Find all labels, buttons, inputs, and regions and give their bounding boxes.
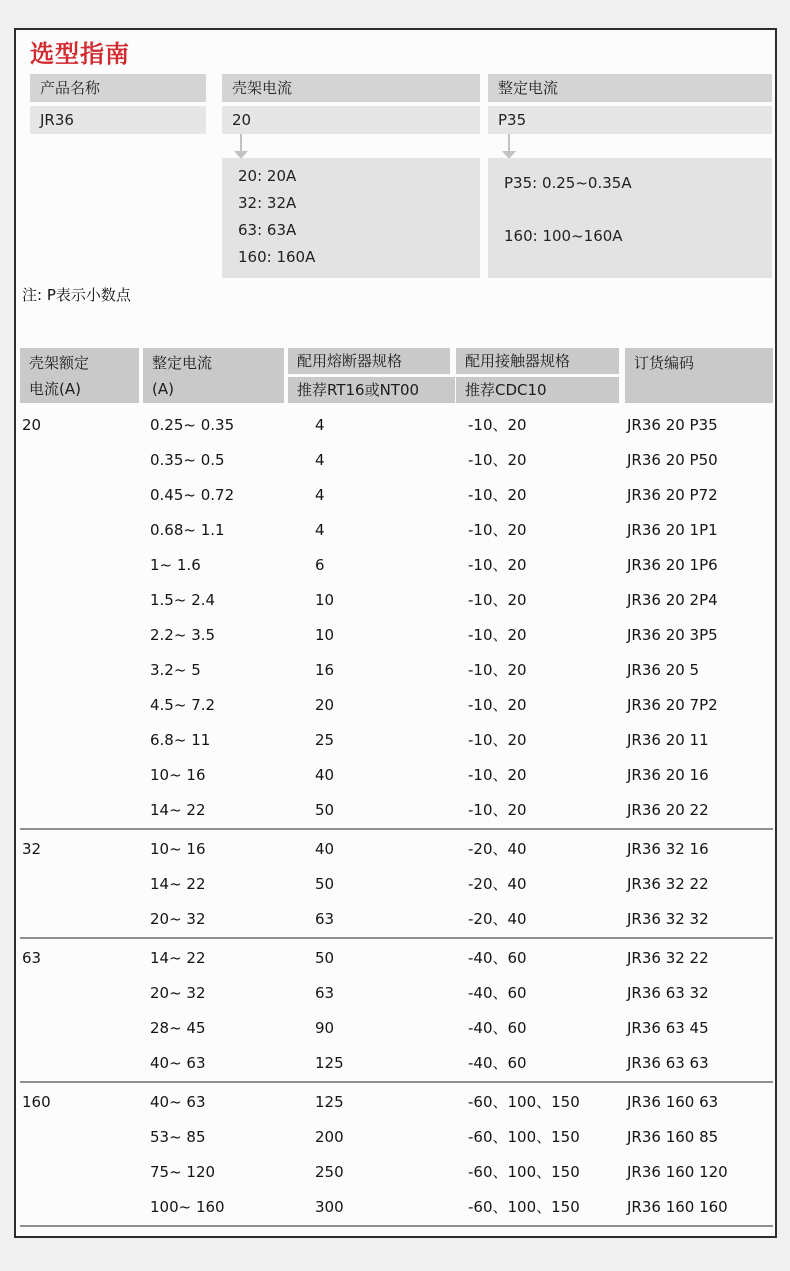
- cell-setting-range: 14~ 22: [150, 949, 206, 967]
- cell-contactor-spec: -10、20: [468, 521, 527, 539]
- cell-order-code: JR36 20 1P6: [627, 556, 718, 574]
- cell-fuse-spec: 10: [315, 626, 335, 644]
- cell-order-code: JR36 20 P50: [627, 451, 718, 469]
- cell-order-code: JR36 32 22: [627, 949, 709, 967]
- cell-frame-current: [20, 723, 139, 758]
- table-row: [20, 618, 773, 653]
- table-section: [20, 828, 773, 937]
- cell-order-code: JR36 63 63: [627, 1054, 709, 1072]
- cell-fuse-spec: 40: [315, 766, 335, 784]
- table-row: [20, 513, 773, 548]
- cell-setting-range: 28~ 45: [150, 1019, 206, 1037]
- cell-frame-current: [20, 688, 139, 723]
- down-arrow-icon: [234, 134, 248, 160]
- header-fuse-spec: 配用熔断器规格: [288, 348, 450, 374]
- table-row: [20, 478, 773, 513]
- selection-table: [16, 348, 773, 1227]
- cell-frame-current: [20, 867, 139, 902]
- cell-setting-range: 40~ 63: [150, 1054, 206, 1072]
- cell-contactor-spec: -40、60: [468, 984, 527, 1002]
- cell-fuse-spec: 125: [315, 1054, 344, 1072]
- cell-frame-current: [20, 976, 139, 1011]
- cell-order-code: JR36 20 2P4: [627, 591, 718, 609]
- cell-frame-current: 63: [22, 949, 42, 967]
- table-row: [20, 976, 773, 1011]
- option-item: 32: 32A: [238, 194, 297, 212]
- cell-contactor-spec: -60、100、150: [468, 1163, 580, 1181]
- down-arrow-icon: [502, 134, 516, 160]
- cell-setting-range: 40~ 63: [150, 1093, 206, 1111]
- cell-fuse-spec: 50: [315, 801, 335, 819]
- table-row: [20, 832, 773, 867]
- frame-current-label: 壳架电流: [222, 74, 480, 102]
- cell-fuse-spec: 4: [315, 416, 325, 434]
- cell-contactor-spec: -10、20: [468, 801, 527, 819]
- cell-frame-current: [20, 653, 139, 688]
- table-row: [20, 793, 773, 828]
- cell-frame-current: [20, 513, 139, 548]
- frame-current-options-box: [222, 158, 480, 278]
- table-row: [20, 723, 773, 758]
- header-contactor-recommend: 推荐CDC10: [456, 377, 619, 403]
- cell-frame-current: 32: [22, 840, 42, 858]
- cell-order-code: JR36 20 7P2: [627, 696, 718, 714]
- product-name-label: 产品名称: [30, 74, 206, 102]
- cell-frame-current: [20, 793, 139, 828]
- cell-fuse-spec: 63: [315, 910, 335, 928]
- table-row: [20, 758, 773, 793]
- table-row: [20, 1155, 773, 1190]
- cell-fuse-spec: 50: [315, 875, 335, 893]
- cell-order-code: JR36 160 85: [627, 1128, 719, 1146]
- cell-order-code: JR36 20 16: [627, 766, 709, 784]
- cell-frame-current: [20, 478, 139, 513]
- cell-contactor-spec: -10、20: [468, 416, 527, 434]
- setting-current-options-box: [488, 158, 772, 278]
- table-section: [20, 937, 773, 1081]
- cell-setting-range: 2.2~ 3.5: [150, 626, 216, 644]
- product-name-value: JR36: [30, 106, 206, 134]
- cell-contactor-spec: -40、60: [468, 1019, 527, 1037]
- option-item: 20: 20A: [238, 167, 297, 185]
- table-row: [20, 1190, 773, 1225]
- table-row: [20, 1046, 773, 1081]
- frame-current-value: 20: [222, 106, 480, 134]
- option-item: 160: 160A: [238, 248, 316, 266]
- content-frame: [14, 28, 777, 1238]
- cell-fuse-spec: 4: [315, 521, 325, 539]
- cell-fuse-spec: 90: [315, 1019, 335, 1037]
- cell-frame-current: [20, 902, 139, 937]
- cell-order-code: JR36 160 63: [627, 1093, 719, 1111]
- cell-fuse-spec: 16: [315, 661, 335, 679]
- option-item: 160: 100~160A: [504, 227, 623, 245]
- cell-contactor-spec: -10、20: [468, 451, 527, 469]
- cell-setting-range: 0.35~ 0.5: [150, 451, 225, 469]
- table-header: [16, 348, 773, 403]
- cell-setting-range: 53~ 85: [150, 1128, 206, 1146]
- cell-setting-range: 75~ 120: [150, 1163, 216, 1181]
- table-row: [20, 653, 773, 688]
- table-row: [20, 941, 773, 976]
- cell-contactor-spec: -60、100、150: [468, 1093, 580, 1111]
- option-item: 63: 63A: [238, 221, 297, 239]
- table-bottom-rule: [20, 1225, 773, 1227]
- cell-fuse-spec: 300: [315, 1198, 344, 1216]
- cell-order-code: JR36 63 32: [627, 984, 709, 1002]
- cell-frame-current: [20, 1011, 139, 1046]
- cell-order-code: JR36 20 5: [627, 661, 700, 679]
- cell-frame-current: 160: [22, 1093, 51, 1111]
- cell-contactor-spec: -10、20: [468, 486, 527, 504]
- table-row: [20, 902, 773, 937]
- cell-fuse-spec: 4: [315, 451, 325, 469]
- cell-order-code: JR36 32 32: [627, 910, 709, 928]
- cell-order-code: JR36 20 P35: [627, 416, 718, 434]
- table-row: [20, 1011, 773, 1046]
- cell-order-code: JR36 160 160: [627, 1198, 728, 1216]
- cell-contactor-spec: -10、20: [468, 766, 527, 784]
- table-row: [20, 1085, 773, 1120]
- cell-frame-current: [20, 548, 139, 583]
- cell-contactor-spec: -10、20: [468, 696, 527, 714]
- table-row: [20, 1120, 773, 1155]
- cell-setting-range: 14~ 22: [150, 801, 206, 819]
- cell-contactor-spec: -40、60: [468, 949, 527, 967]
- cell-setting-range: 10~ 16: [150, 840, 206, 858]
- table-row: [20, 688, 773, 723]
- cell-setting-range: 20~ 32: [150, 910, 206, 928]
- cell-setting-range: 3.2~ 5: [150, 661, 201, 679]
- cell-frame-current: [20, 1155, 139, 1190]
- table-row: [20, 583, 773, 618]
- cell-frame-current: [20, 758, 139, 793]
- table-row: [20, 408, 773, 443]
- cell-order-code: JR36 20 3P5: [627, 626, 718, 644]
- table-section: [20, 408, 773, 828]
- cell-fuse-spec: 200: [315, 1128, 344, 1146]
- table-body: [16, 408, 773, 1225]
- cell-setting-range: 6.8~ 11: [150, 731, 211, 749]
- cell-order-code: JR36 20 22: [627, 801, 709, 819]
- cell-setting-range: 0.45~ 0.72: [150, 486, 235, 504]
- cell-setting-range: 100~ 160: [150, 1198, 225, 1216]
- page-title: 选型指南: [30, 40, 130, 68]
- cell-fuse-spec: 125: [315, 1093, 344, 1111]
- cell-setting-range: 10~ 16: [150, 766, 206, 784]
- cell-fuse-spec: 50: [315, 949, 335, 967]
- cell-fuse-spec: 25: [315, 731, 335, 749]
- cell-contactor-spec: -10、20: [468, 556, 527, 574]
- cell-fuse-spec: 10: [315, 591, 335, 609]
- cell-setting-range: 0.25~ 0.35: [150, 416, 235, 434]
- cell-order-code: JR36 20 11: [627, 731, 709, 749]
- header-order-code: 订货编码: [625, 348, 773, 403]
- cell-order-code: JR36 20 1P1: [627, 521, 718, 539]
- cell-contactor-spec: -20、40: [468, 840, 527, 858]
- footnote: 注: P表示小数点: [22, 286, 131, 304]
- cell-contactor-spec: -20、40: [468, 875, 527, 893]
- cell-contactor-spec: -10、20: [468, 731, 527, 749]
- cell-fuse-spec: 6: [315, 556, 325, 574]
- table-section: [20, 1081, 773, 1225]
- cell-fuse-spec: 20: [315, 696, 335, 714]
- cell-frame-current: [20, 443, 139, 478]
- option-item: P35: 0.25~0.35A: [504, 174, 632, 192]
- cell-setting-range: 4.5~ 7.2: [150, 696, 216, 714]
- header-setting-current: 整定电流 (A): [143, 348, 284, 403]
- cell-order-code: JR36 63 45: [627, 1019, 709, 1037]
- cell-order-code: JR36 32 22: [627, 875, 709, 893]
- cell-frame-current: [20, 618, 139, 653]
- table-row: [20, 548, 773, 583]
- cell-contactor-spec: -60、100、150: [468, 1128, 580, 1146]
- cell-setting-range: 1~ 1.6: [150, 556, 201, 574]
- cell-fuse-spec: 4: [315, 486, 325, 504]
- cell-setting-range: 14~ 22: [150, 875, 206, 893]
- cell-setting-range: 20~ 32: [150, 984, 206, 1002]
- table-row: [20, 867, 773, 902]
- header-fuse-recommend: 推荐RT16或NT00: [288, 377, 455, 403]
- header-frame-current: 壳架额定 电流(A): [20, 348, 139, 403]
- cell-setting-range: 1.5~ 2.4: [150, 591, 216, 609]
- cell-order-code: JR36 20 P72: [627, 486, 718, 504]
- header-contactor-spec: 配用接触器规格: [456, 348, 619, 374]
- cell-contactor-spec: -20、40: [468, 910, 527, 928]
- table-row: [20, 443, 773, 478]
- cell-contactor-spec: -40、60: [468, 1054, 527, 1072]
- cell-contactor-spec: -60、100、150: [468, 1198, 580, 1216]
- cell-frame-current: 20: [22, 416, 42, 434]
- cell-fuse-spec: 63: [315, 984, 335, 1002]
- cell-order-code: JR36 160 120: [627, 1163, 728, 1181]
- cell-setting-range: 0.68~ 1.1: [150, 521, 225, 539]
- cell-fuse-spec: 250: [315, 1163, 344, 1181]
- cell-contactor-spec: -10、20: [468, 661, 527, 679]
- cell-order-code: JR36 32 16: [627, 840, 709, 858]
- cell-frame-current: [20, 583, 139, 618]
- cell-contactor-spec: -10、20: [468, 626, 527, 644]
- setting-current-label: 整定电流: [488, 74, 772, 102]
- setting-current-value: P35: [488, 106, 772, 134]
- cell-frame-current: [20, 1120, 139, 1155]
- cell-frame-current: [20, 1190, 139, 1225]
- cell-frame-current: [20, 1046, 139, 1081]
- cell-contactor-spec: -10、20: [468, 591, 527, 609]
- cell-fuse-spec: 40: [315, 840, 335, 858]
